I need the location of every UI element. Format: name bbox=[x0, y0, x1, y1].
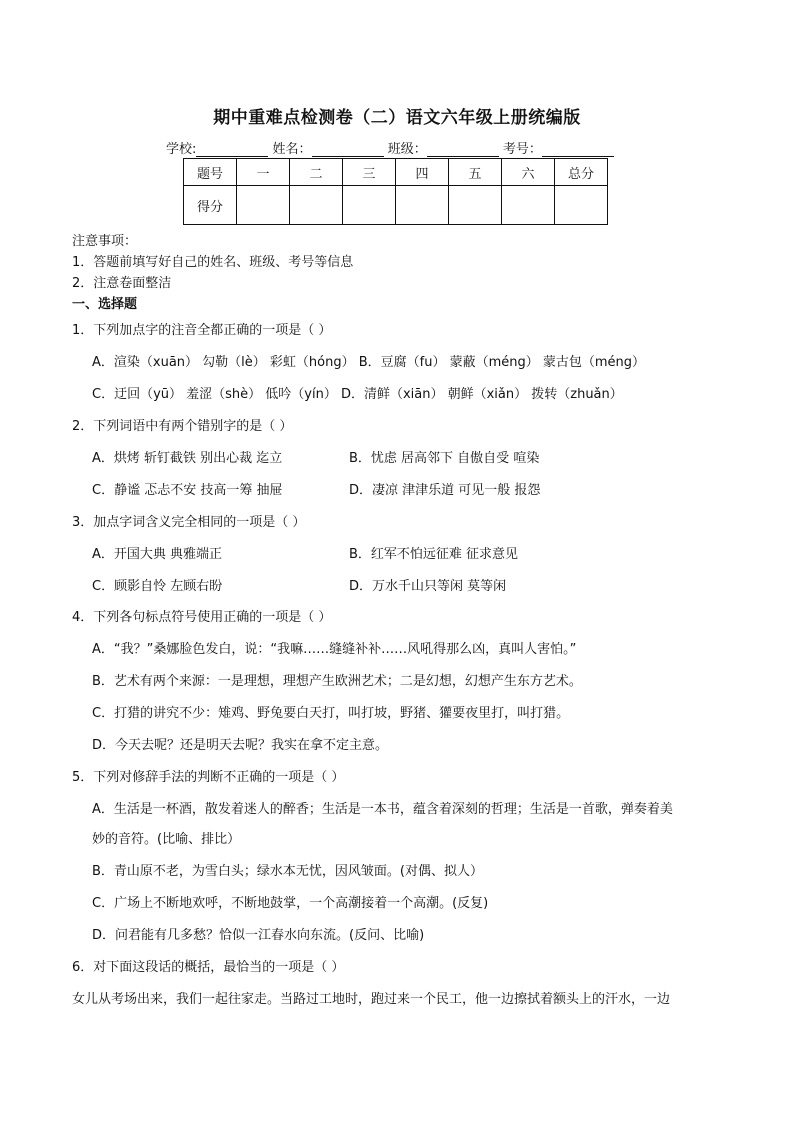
question-option-line: C．迂回（yū） 羞涩（shè） 低吟（yín） D．清鲜（xiān） 朝鲜（xiǎn） 拨转（zhuǎn） bbox=[92, 387, 623, 402]
score-cell[interactable] bbox=[449, 186, 502, 225]
question-option-line: A．生活是一杯酒，散发着迷人的醉香；生活是一本书，蕴含着深刻的哲理；生活是一首歌，弹奏着美 bbox=[92, 802, 673, 817]
score-cell[interactable] bbox=[555, 186, 608, 225]
question-option-line: B．青山原不老，为雪白头；绿水本无忧，因风皱面。(对偶、拟人） bbox=[92, 864, 483, 879]
score-cell[interactable] bbox=[290, 186, 343, 225]
question-option-line: 妙的音符。(比喻、排比） bbox=[92, 832, 241, 847]
question-option: B．红军不怕远征难 征求意见 bbox=[349, 547, 519, 562]
student-info-line bbox=[166, 138, 614, 157]
header-cell: 一 bbox=[237, 159, 290, 186]
exam-number-blank[interactable] bbox=[542, 142, 614, 157]
question-stem: 4．下列各句标点符号使用正确的一项是（ ） bbox=[72, 610, 332, 625]
header-cell: 总分 bbox=[555, 159, 608, 186]
notes-heading: 注意事项： bbox=[72, 234, 138, 249]
note-item: 2．注意卷面整洁 bbox=[72, 276, 172, 291]
header-cell: 三 bbox=[343, 159, 396, 186]
score-table bbox=[183, 158, 608, 225]
question-stem: 1．下列加点字的注音全都正确的一项是（ ） bbox=[72, 323, 332, 338]
name-label: 姓名： bbox=[272, 142, 312, 157]
header-cell: 五 bbox=[449, 159, 502, 186]
question-option-line: D．今天去呢？还是明天去呢？我实在拿不定主意。 bbox=[92, 738, 389, 753]
school-label: 学校: bbox=[166, 142, 197, 157]
exam-number-label: 考号： bbox=[502, 142, 542, 157]
question-stem: 6．对下面这段话的概括，最恰当的一项是（ ） bbox=[72, 960, 345, 975]
score-table-score-row bbox=[184, 186, 608, 225]
question-stem: 3．加点字词含义完全相同的一项是（ ） bbox=[72, 515, 306, 530]
question-stem: 2．下列词语中有两个错别字的是（ ） bbox=[72, 419, 293, 434]
question-option-line: A．渲染（xuān） 勾勒（lè） 彩虹（hóng） B．豆腐（fu） 蒙蔽（méng） 蒙古包（méng） bbox=[92, 355, 646, 370]
score-cell[interactable] bbox=[396, 186, 449, 225]
question-option: D．万水千山只等闲 莫等闲 bbox=[349, 579, 507, 594]
header-cell: 题号 bbox=[184, 159, 237, 186]
question-option: B．忧虑 居高邻下 自傲自受 喧染 bbox=[349, 451, 540, 466]
question-option: A．开国大典 典雅端正 bbox=[92, 547, 223, 562]
name-blank[interactable] bbox=[312, 142, 384, 157]
class-blank[interactable] bbox=[427, 142, 499, 157]
note-item: 1．答题前填写好自己的姓名、班级、考号等信息 bbox=[72, 255, 354, 270]
header-cell: 四 bbox=[396, 159, 449, 186]
passage-line: 女儿从考场出来，我们一起往家走。当路过工地时，跑过来一个民工，他一边擦拭着额头上的汗水，一边 bbox=[72, 992, 671, 1007]
question-option-line: A．“我？”桑娜脸色发白，说：“我嘛……缝缝补补……风吼得那么凶，真叫人害怕。” bbox=[92, 642, 577, 657]
score-cell[interactable] bbox=[237, 186, 290, 225]
question-option-line: B．艺术有两个来源：一是理想，理想产生欧洲艺术；二是幻想，幻想产生东方艺术。 bbox=[92, 674, 582, 689]
question-option: C．顾影自怜 左顾右盼 bbox=[92, 579, 223, 594]
question-option-line: C．广场上不断地欢呼，不断地鼓掌，一个高潮接着一个高潮。(反复) bbox=[92, 896, 489, 911]
question-option: C．静谧 忑忐不安 技高一筹 抽屉 bbox=[92, 483, 283, 498]
class-label: 班级： bbox=[387, 142, 427, 157]
question-option-line: D．问君能有几多愁？恰似一江春水向东流。(反问、比喻) bbox=[92, 928, 425, 943]
section-heading: 一、选择题 bbox=[72, 297, 138, 312]
header-cell: 六 bbox=[502, 159, 555, 186]
page-title: 期中重难点检测卷（二）语文六年级上册统编版 bbox=[213, 108, 581, 128]
score-label-cell: 得分 bbox=[184, 186, 237, 225]
score-cell[interactable] bbox=[502, 186, 555, 225]
question-option: A．烘烤 斩钉截铁 别出心裁 迄立 bbox=[92, 451, 283, 466]
score-table-header-row bbox=[184, 159, 608, 186]
question-option-line: C．打猎的讲究不少：雉鸡、野兔要白天打，叫打坡，野猪、獾要夜里打，叫打猎。 bbox=[92, 706, 570, 721]
question-option: D．凄凉 津津乐道 可见一般 报怨 bbox=[349, 483, 541, 498]
question-stem: 5．下列对修辞手法的判断不正确的一项是（ ） bbox=[72, 770, 345, 785]
school-blank[interactable] bbox=[196, 142, 268, 157]
header-cell: 二 bbox=[290, 159, 343, 186]
score-cell[interactable] bbox=[343, 186, 396, 225]
